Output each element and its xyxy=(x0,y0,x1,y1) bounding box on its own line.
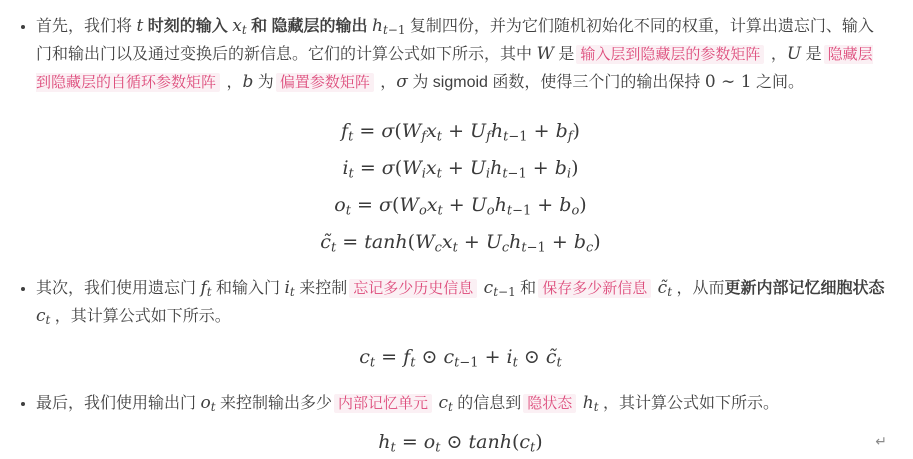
inline-math: $c_t$ xyxy=(438,393,453,414)
highlighted-term: 保存多少新信息 xyxy=(538,279,651,298)
bold-text: 时刻的输入 xyxy=(147,18,228,35)
highlighted-term: 隐状态 xyxy=(523,394,576,413)
inline-math: 0 ∼ 1 xyxy=(704,72,752,92)
bold-text: 和 隐藏层的输出 xyxy=(251,18,368,35)
highlighted-term: 忘记多少历史信息 xyxy=(349,279,477,298)
formula-forget-gate: $f_t = \sigma(W_fx_t + U_fh_{t-1} + b_f)$ xyxy=(341,120,580,145)
inline-math: $i_t$ xyxy=(284,278,295,299)
paragraph-gates-intro: • 首先，我们将 t 时刻的输入 $x_t$ 和 隐藏层的输出 $h_{t-1}$ 复制四份，并为它们随机初始化不同的权重，计算出遗忘门、输入门和输出门以及通过变换后的新信息。它们的计算公式如下所示，其中 W 是 输入层到隐藏层的参数矩阵 ，U 是 隐藏层到隐藏层的自循环参数矩阵 ，b 为 偏置参数矩阵 ，σ 为 sigmoid 函数，使得三个门的输出保持 0 ∼ 1 之间。 xyxy=(36,16,874,92)
highlighted-term: 内部记忆单元 xyxy=(334,394,432,413)
paragraph-hidden-output: • 最后，我们使用输出门 $o_t$ 来控制输出多少 内部记忆单元 $c_t$ 的信息到 隐状态 $h_t$ ，其计算公式如下所示。 xyxy=(36,393,779,414)
inline-math: U xyxy=(786,44,802,64)
list-item-second xyxy=(36,274,885,369)
inline-math: t xyxy=(136,16,144,36)
inline-math: $c̃_t$ xyxy=(657,278,673,299)
bullet-list xyxy=(14,12,885,454)
inline-math: $f_t$ xyxy=(200,278,212,299)
inline-math: $h_{t-1}$ xyxy=(372,16,406,37)
inline-math: b xyxy=(242,72,254,92)
document-body xyxy=(14,12,885,454)
highlighted-term: 隐藏层到隐藏层的自循环参数矩阵 xyxy=(36,46,873,91)
formula-block-gates xyxy=(36,119,885,254)
formula-block-hidden-state xyxy=(36,430,885,454)
inline-math: $c_t$ xyxy=(36,306,51,327)
formula-candidate-cell: $c̃_t = \tanh(W_cx_t + U_ch_{t-1} + b_c)$ xyxy=(320,231,601,256)
inline-math: $x_t$ xyxy=(232,16,247,37)
highlighted-term: 偏置参数矩阵 xyxy=(276,73,374,92)
formula-block-cell-state xyxy=(36,345,885,369)
paragraph-cell-update: • 其次，我们使用遗忘门 $f_t$ 和输入门 $i_t$ 来控制 忘记多少历史信息 $c_{t-1}$ 和 保存多少新信息 $c̃_t$ ，从而更新内部记忆细胞状态 $c_t$ ，其计算公式如下所示。 xyxy=(36,278,885,327)
formula-cell-state: $c_t = f_t$ ⊙ $c_{t-1} + i_t$ ⊙ $c̃_t$ xyxy=(359,346,562,371)
inline-math: $h_t$ xyxy=(582,393,599,414)
inline-math: $o_t$ xyxy=(200,393,216,414)
formula-input-gate: $i_t = \sigma(W_ix_t + U_ih_{t-1} + b_i)$ xyxy=(342,157,579,182)
list-item-first xyxy=(36,12,885,254)
inline-math: $c_{t-1}$ xyxy=(483,278,516,299)
formula-hidden-state: $h_t = o_t$ ⊙ $\tanh(c_t)$ xyxy=(378,431,543,456)
list-item-third xyxy=(36,389,885,454)
highlighted-term: 输入层到隐藏层的参数矩阵 xyxy=(576,45,764,64)
formula-output-gate: $o_t = \sigma(W_ox_t + U_oh_{t-1} + b_o)$ xyxy=(334,194,587,219)
inline-math: σ xyxy=(396,72,408,92)
inline-math: W xyxy=(536,44,554,64)
return-mark-icon: ↵ xyxy=(875,434,887,450)
bold-text: 更新内部记忆细胞状态 xyxy=(724,280,885,297)
